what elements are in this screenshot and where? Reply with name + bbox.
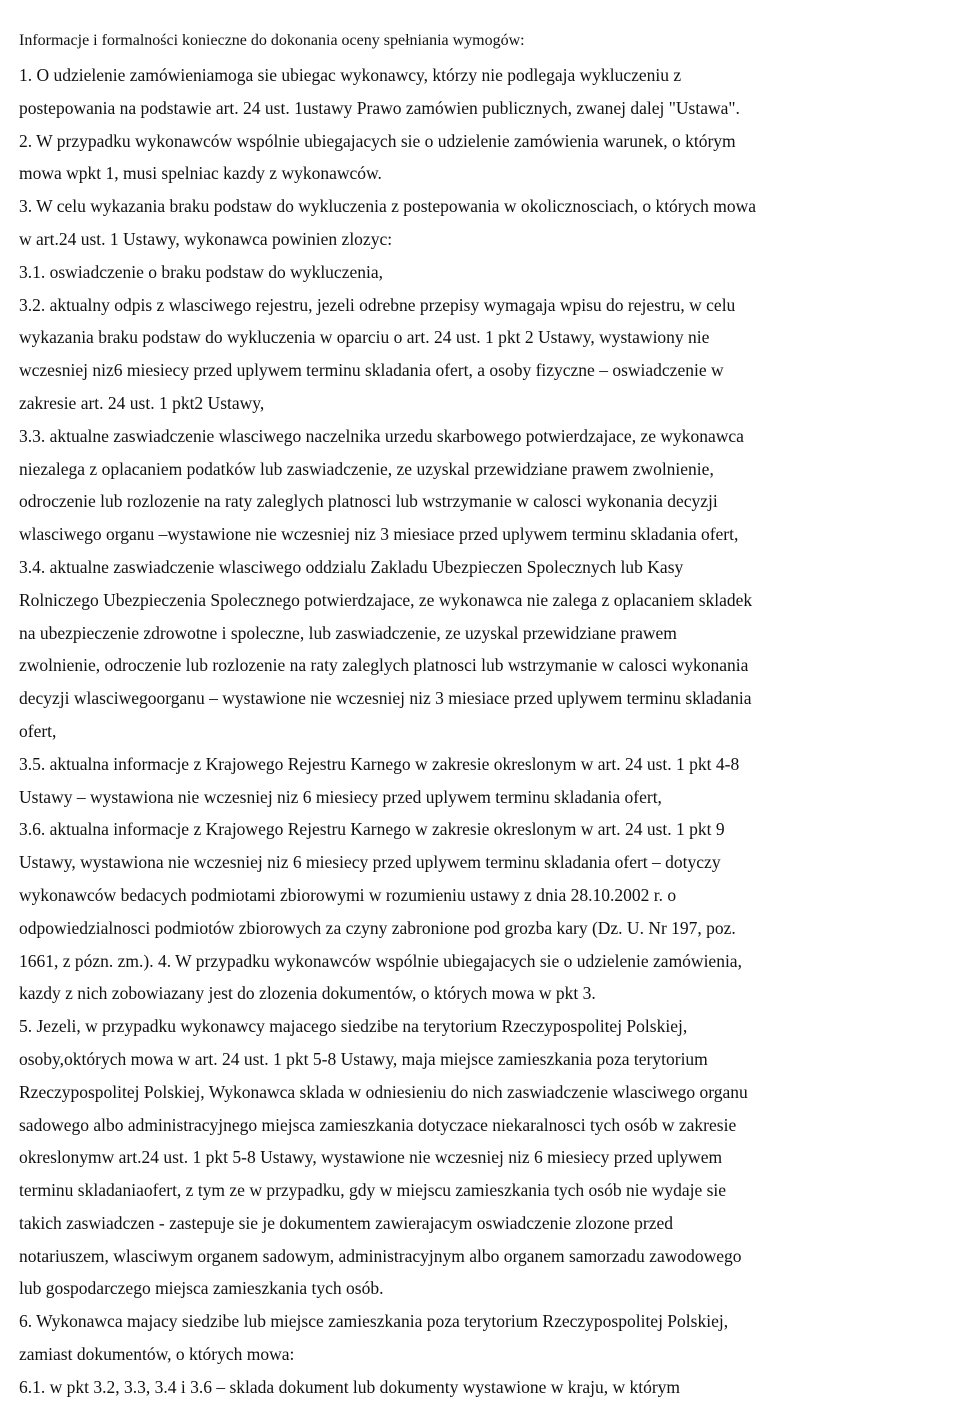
text-line: odpowiedzialnosci podmiotów zbiorowych za czyny zabronione pod grozba kary (Dz. U. Nr 197, poz. bbox=[19, 917, 736, 938]
text-line: 3. W celu wykazania braku podstaw do wykluczenia z postepowania w okolicznosciach, o których mowa bbox=[19, 196, 757, 217]
text-line: notariuszem, wlasciwym organem sadowym, administracyjnym albo organem samorzadu zawodowego bbox=[19, 1245, 742, 1266]
text-line: Ustawy – wystawiona nie wczesniej niz 6 miesiecy przed uplywem terminu skladania ofert, bbox=[19, 786, 662, 807]
text-line: zwolnienie, odroczenie lub rozlozenie na raty zaleglych platnosci lub wstrzymanie w calosci wykonania bbox=[19, 655, 749, 676]
text-line: wlasciwego organu –wystawione nie wczesniej niz 3 miesiace przed uplywem terminu skladania ofert, bbox=[19, 524, 739, 545]
text-line: odroczenie lub rozlozenie na raty zaleglych platnosci lub wstrzymanie w calosci wykonania decyzji bbox=[19, 491, 718, 512]
text-line: ofert, bbox=[19, 720, 57, 741]
text-line: 5. Jezeli, w przypadku wykonawcy majacego siedzibe na terytorium Rzeczypospolitej Polskiej, bbox=[19, 1016, 688, 1037]
text-line: okreslonymw art.24 ust. 1 pkt 5-8 Ustawy, wystawione nie wczesniej niz 6 miesiecy przed uplywem bbox=[19, 1147, 723, 1168]
text-line: kazdy z nich zobowiazany jest do zlozenia dokumentów, o których mowa w pkt 3. bbox=[19, 983, 596, 1004]
text-line: sadowego albo administracyjnego miejsca zamieszkania dotyczace niekaralnosci tych osób w zakresie bbox=[19, 1114, 737, 1135]
text-line: 3.1. oswiadczenie o braku podstaw do wykluczenia, bbox=[19, 261, 383, 282]
text-line: zamiast dokumentów, o których mowa: bbox=[19, 1344, 295, 1365]
text-line: 3.6. aktualna informacje z Krajowego Rejestru Karnego w zakresie okreslonym w art. 24 ust. 1 pkt 9 bbox=[19, 819, 725, 840]
text-line: postepowania na podstawie art. 24 ust. 1ustawy Prawo zamówien publicznych, zwanej dalej "Ustawa". bbox=[19, 97, 740, 118]
text-line: 3.5. aktualna informacje z Krajowego Rejestru Karnego w zakresie okreslonym w art. 24 ust. 1 pkt 4-8 bbox=[19, 753, 740, 774]
text-line: osoby,októrych mowa w art. 24 ust. 1 pkt 5-8 Ustawy, maja miejsce zamieszkania poza terytorium bbox=[19, 1048, 708, 1069]
text-line: wykonawców bedacych podmiotami zbiorowymi w rozumieniu ustawy z dnia 28.10.2002 r. o bbox=[19, 884, 677, 905]
text-line: w art.24 ust. 1 Ustawy, wykonawca powinien zlozyc: bbox=[19, 228, 393, 249]
text-line: mowa wpkt 1, musi spelniac kazdy z wykonawców. bbox=[19, 163, 382, 184]
text-line: 6.1. w pkt 3.2, 3.3, 3.4 i 3.6 – sklada dokument lub dokumenty wystawione w kraju, w którym bbox=[19, 1376, 681, 1397]
text-line: takich zaswiadczen - zastepuje sie je dokumentem zawierajacym oswiadczenie zlozone przed bbox=[19, 1212, 673, 1233]
text-line: terminu skladaniaofert, z tym ze w przypadku, gdy w miejscu zamieszkania tych osób nie wydaje sie bbox=[19, 1180, 727, 1201]
text-line: zakresie art. 24 ust. 1 pkt2 Ustawy, bbox=[19, 392, 265, 413]
text-line: lub gospodarczego miejsca zamieszkania tych osób. bbox=[19, 1278, 384, 1299]
text-line: 6. Wykonawca majacy siedzibe lub miejsce zamieszkania poza terytorium Rzeczypospolitej Polskiej, bbox=[19, 1311, 729, 1332]
text-line: decyzji wlasciwegoorganu – wystawione nie wczesniej niz 3 miesiace przed uplywem terminu skladania bbox=[19, 688, 752, 709]
text-line: 3.4. aktualne zaswiadczenie wlasciwego oddzialu Zakladu Ubezpieczen Spolecznych lub Kasy bbox=[19, 556, 684, 577]
text-line: wczesniej niz6 miesiecy przed uplywem terminu skladania ofert, a osoby fizyczne – oswiadczenie w bbox=[19, 360, 724, 381]
text-line: 2. W przypadku wykonawców wspólnie ubiegajacych sie o udzielenie zamówienia warunek, o którym bbox=[19, 130, 736, 151]
document-heading: Informacje i formalności konieczne do dokonania oceny spełniania wymogów: bbox=[19, 32, 525, 49]
text-line: 1. O udzielenie zamówieniamoga sie ubiegac wykonawcy, którzy nie podlegaja wykluczeniu z bbox=[19, 65, 682, 85]
text-line: 1661, z pózn. zm.). 4. W przypadku wykonawców wspólnie ubiegajacych sie o udzielenie zamówienia, bbox=[19, 950, 742, 971]
document-body bbox=[19, 59, 949, 1404]
text-line: 3.3. aktualne zaswiadczenie wlasciwego naczelnika urzedu skarbowego potwierdzajace, ze wykonawca bbox=[19, 425, 744, 446]
text-line: Ustawy, wystawiona nie wczesniej niz 6 miesiecy przed uplywem terminu skladania ofert – dotyczy bbox=[19, 852, 721, 873]
text-line: Rzeczypospolitej Polskiej, Wykonawca sklada w odniesieniu do nich zaswiadczenie wlasciwego organu bbox=[19, 1081, 748, 1102]
text-line: na ubezpieczenie zdrowotne i spoleczne, lub zaswiadczenie, ze uzyskal przewidziane prawem bbox=[19, 622, 677, 643]
text-line: 3.2. aktualny odpis z wlasciwego rejestru, jezeli odrebne przepisy wymagaja wpisu do rejestru, w celu bbox=[19, 294, 736, 315]
text-line: wykazania braku podstaw do wykluczenia w oparciu o art. 24 ust. 1 pkt 2 Ustawy, wystawiony nie bbox=[19, 327, 710, 348]
text-line: Rolniczego Ubezpieczenia Spolecznego potwierdzajace, ze wykonawca nie zalega z oplacaniem skladek bbox=[19, 589, 753, 610]
text-line: niezalega z oplacaniem podatków lub zaswiadczenie, ze uzyskal przewidziane prawem zwolnienie, bbox=[19, 458, 714, 479]
